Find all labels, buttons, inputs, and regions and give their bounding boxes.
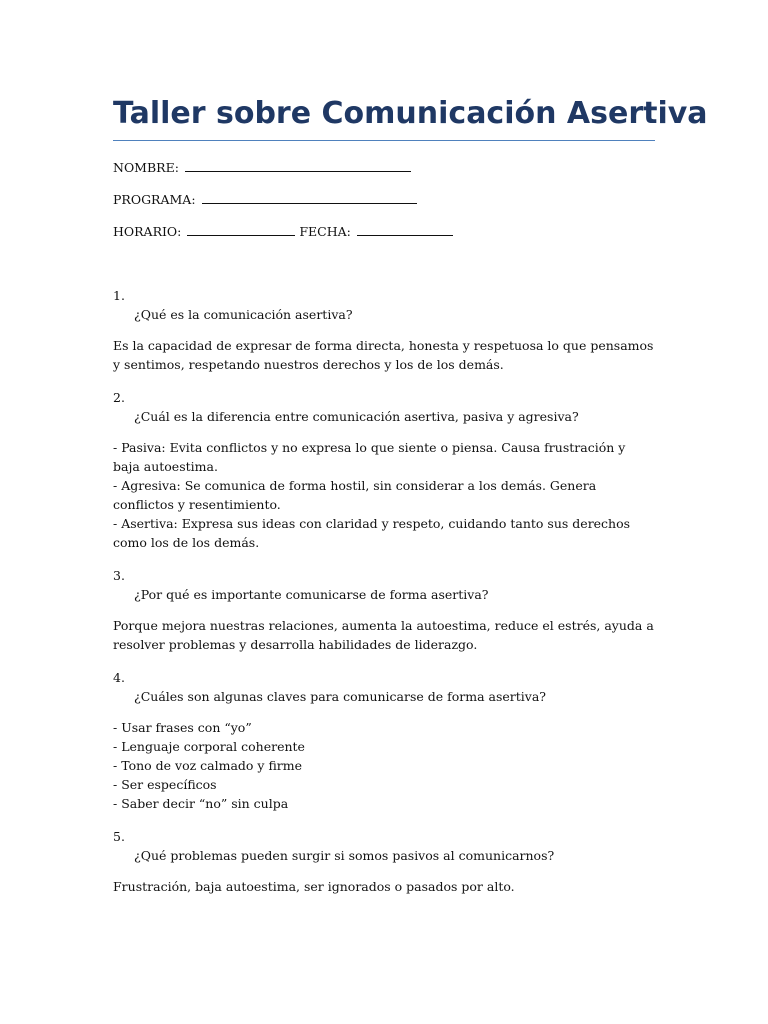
horario-fecha-field bbox=[113, 223, 655, 241]
answer-line: - Agresiva: Se comunica de forma hostil, sin considerar a los demás. Genera conflictos y resentimiento. bbox=[113, 478, 597, 512]
question-number: 2. bbox=[113, 390, 125, 405]
fecha-label: FECHA: bbox=[299, 224, 351, 239]
answer-text bbox=[113, 616, 655, 654]
title-underline bbox=[113, 140, 655, 141]
fecha-blank-line bbox=[357, 223, 453, 236]
nombre-label: NOMBRE: bbox=[113, 160, 179, 175]
question-item-5 bbox=[113, 827, 655, 896]
question-number: 1. bbox=[113, 288, 125, 303]
answer-line: Es la capacidad de expresar de forma directa, honesta y respetuosa lo que pensamos y sentimos, respetando nuestros derechos y los de los demás. bbox=[113, 338, 654, 372]
programa-field bbox=[113, 191, 655, 209]
programa-blank-line bbox=[202, 191, 417, 204]
nombre-field bbox=[113, 159, 655, 177]
question-item-3 bbox=[113, 566, 655, 654]
answer-line: Frustración, baja autoestima, ser ignorados o pasados por alto. bbox=[113, 879, 515, 894]
question-text: ¿Qué problemas pueden surgir si somos pasivos al comunicarnos? bbox=[134, 848, 555, 863]
question-item-4 bbox=[113, 668, 655, 813]
nombre-blank-line bbox=[185, 159, 411, 172]
question-text: ¿Cuáles son algunas claves para comunicarse de forma asertiva? bbox=[134, 689, 547, 704]
question-item-1 bbox=[113, 286, 655, 374]
answer-text bbox=[113, 438, 655, 552]
answer-line: - Ser específicos bbox=[113, 777, 217, 792]
answer-line: Porque mejora nuestras relaciones, aumenta la autoestima, reduce el estrés, ayuda a resolver problemas y desarrolla habilidades de liderazgo. bbox=[113, 618, 654, 652]
horario-label: HORARIO: bbox=[113, 224, 182, 239]
answer-line: - Lenguaje corporal coherente bbox=[113, 739, 305, 754]
answer-line: - Saber decir “no” sin culpa bbox=[113, 796, 289, 811]
questions-list bbox=[113, 286, 655, 896]
answer-line: - Asertiva: Expresa sus ideas con claridad y respeto, cuidando tanto sus derechos como los de los demás. bbox=[113, 516, 631, 550]
answer-line: - Usar frases con “yo” bbox=[113, 720, 252, 735]
question-item-2 bbox=[113, 388, 655, 552]
programa-label: PROGRAMA: bbox=[113, 192, 196, 207]
question-number: 5. bbox=[113, 829, 125, 844]
question-text: ¿Por qué es importante comunicarse de forma asertiva? bbox=[134, 587, 489, 602]
answer-text bbox=[113, 718, 655, 813]
document-title: Taller sobre Comunicación Asertiva bbox=[113, 96, 708, 131]
question-number: 3. bbox=[113, 568, 125, 583]
horario-blank-line bbox=[187, 223, 295, 236]
answer-line: - Pasiva: Evita conflictos y no expresa lo que siente o piensa. Causa frustración y baja autoestima. bbox=[113, 440, 626, 474]
question-number: 4. bbox=[113, 670, 125, 685]
document-page bbox=[113, 90, 708, 896]
answer-text bbox=[113, 336, 655, 374]
answer-text bbox=[113, 877, 655, 896]
question-text: ¿Cuál es la diferencia entre comunicación asertiva, pasiva y agresiva? bbox=[134, 409, 579, 424]
question-text: ¿Qué es la comunicación asertiva? bbox=[134, 307, 353, 322]
answer-line: - Tono de voz calmado y firme bbox=[113, 758, 303, 773]
